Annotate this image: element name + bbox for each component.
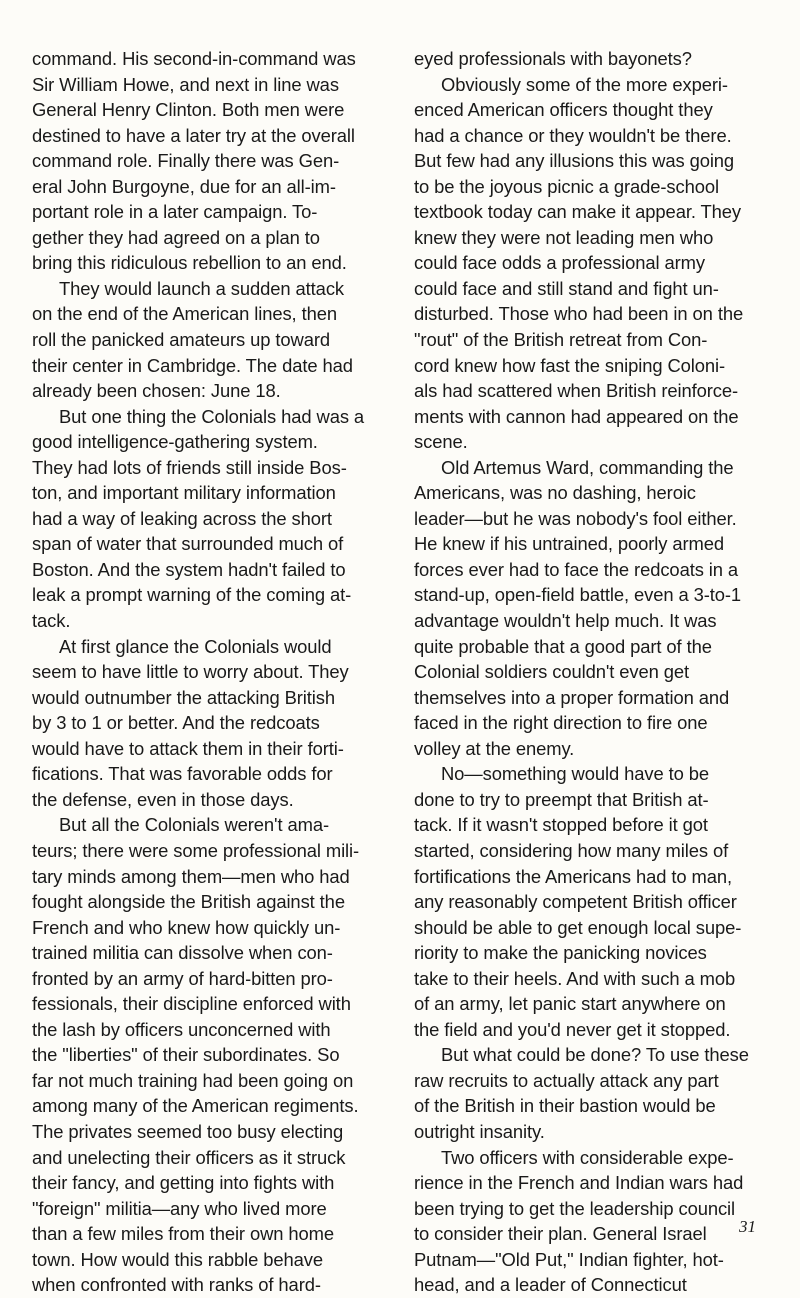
paragraph: Old Artemus Ward, commanding the Americans, was no dashing, heroic leader—but he was nobody's fool either. He knew if his untrained, poorly armed forces ever had to face the redcoats in a stand-up, open-field battle, even a 3-to-1 advantage wouldn't help much. It was quite probable that a good part of the Colonial soldiers couldn't even get themselves into a proper formation and faced in the right direction to fire one volley at the enemy. — [414, 456, 742, 759]
paragraph: Two officers with considerable expe- rience in the French and Indian wars had been trying to get the leadership council to consider their plan. General Israel Putnam—"Old Put," Indian fighter, hot- head, and a leader of Connecticut — [414, 1146, 744, 1296]
paragraph: But all the Colonials weren't ama- teurs; there were some professional mili- tary minds among them—men who had fought alongside the British against the French and who knew how quickly un- trained militia can dissolve when con- fronted by an army of hard-bitten pro- fessionals, their discipline enforced with the lash by officers unconcerned with the "liberties" of their subordinates. So far not much training had been going on among many of the American regiments. The privates seemed too busy electing and unelecting their officers as it struck their fancy, and getting into fights with "foreign" militia—any who lived more than a few miles from their own home town. How would this rabble behave when confronted with ranks of hard- — [32, 814, 360, 1296]
paragraph: They would launch a sudden attack on the end of the American lines, then roll the panicked amateurs up toward their center in Cambridge. The date had already been chosen: June 18. — [32, 277, 353, 402]
paragraph: eyed professionals with bayonets? — [414, 48, 692, 69]
paragraph: But one thing the Colonials had was a good intelligence-gathering system. They had lots of friends still inside Bos- ton, and important military information had a way of leaking across the short span of water that surrounded much of Boston. And the system hadn't failed to leak a prompt warning of the coming at- tack. — [32, 405, 365, 632]
paragraph: Obviously some of the more experi- enced American officers thought they had a chance or they wouldn't be there. But few had any illusions this was going to be the joyous picnic a grade-school textbook today can make it appear. They knew they were not leading men who could face odds a professional army could face and still stand and fight un- disturbed. Those who had been in on the "rout" of the British retreat from Con- cord knew how fast the sniping Coloni- als had scattered when British reinforce- ments with cannon had appeared on the scene. — [414, 73, 744, 453]
left-column — [32, 46, 384, 1298]
paragraph: No—something would have to be done to try to preempt that British at- tack. If it wasn't stopped before it got started, considering how many miles of fortifications the Americans had to man, any reasonably competent British officer should be able to get enough local supe- riority to make the panicking novices take to their heels. And with such a mob of an army, let panic start anywhere on the field and you'd never get it stopped. — [414, 763, 742, 1040]
paragraph: But what could be done? To use these raw recruits to actually attack any part of the British in their bastion would be outright insanity. — [414, 1044, 749, 1142]
paragraph: At first glance the Colonials would seem to have little to worry about. They would outnumber the attacking British by 3 to 1 or better. And the redcoats would have to attack them in their forti- fications. That was favorable odds for the defense, even in those days. — [32, 635, 349, 810]
page-number: 31 — [739, 1217, 756, 1236]
paragraph: command. His second-in-command was Sir William Howe, and next in line was General Henry Clinton. Both men were destined to have a later try at the overall command role. Finally there was Gen- eral John Burgoyne, due for an all-im- portant role in a later campaign. To- gether they had agreed on a plan to bring this ridiculous rebellion to an end. — [32, 48, 356, 274]
right-column — [414, 46, 774, 1298]
